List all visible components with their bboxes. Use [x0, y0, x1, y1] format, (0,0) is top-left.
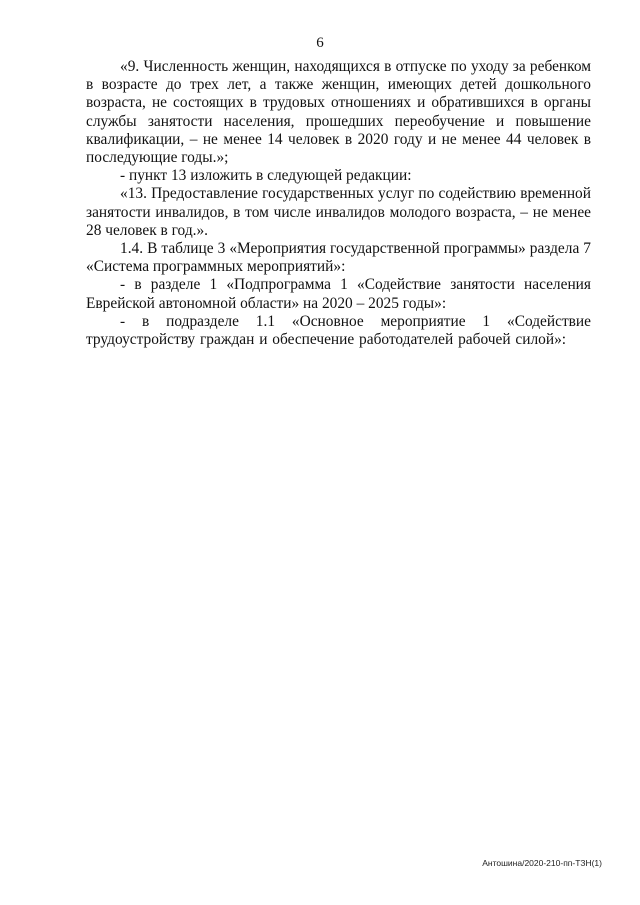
paragraph-item-13: «13. Предоставление государственных услуг по содействию временной занятости инвалидов, в том числе инвалидов молодого возраста, – не менее 28 человек в год.».	[86, 185, 591, 239]
document-code: Антошина/2020-210-пп-ТЗН(1)	[482, 858, 602, 868]
paragraph-item-13-intro: - пункт 13 изложить в следующей редакции:	[120, 167, 412, 185]
page-number: 6	[316, 35, 324, 51]
paragraph-section-1: - в разделе 1 «Подпрограмма 1 «Содействие занятости населения Еврейской автономной области» на 2020 – 2025 годы»:	[86, 276, 591, 312]
paragraph-item-9: «9. Численность женщин, находящихся в отпуске по уходу за ребенком в возрасте до трех лет, а также женщин, имеющих детей дошкольного возраста, не состоящих в трудовых отношениях и обратившихся в органы службы занятости населения, прошедших переобучение и повышение квалификации, – не менее 14 человек в 2020 году и не менее 44 человек в последующие годы.»;	[86, 58, 591, 167]
paragraph-subsection-1-1: - в подразделе 1.1 «Основное мероприятие 1 «Содействие трудоустройству граждан и обеспечение работодателей рабочей силой»:	[86, 312, 591, 349]
paragraph-table-3: 1.4. В таблице 3 «Мероприятия государственной программы» раздела 7 «Система программных мероприятий»:	[86, 240, 591, 276]
document-body	[86, 58, 591, 349]
